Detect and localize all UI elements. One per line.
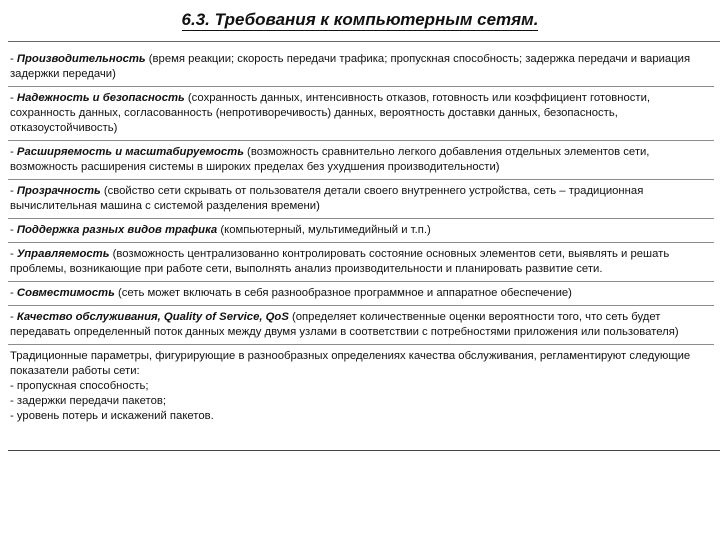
requirement-desc: (сохранность данных, интенсивность отказов, готовность или коэффициент готовности, сохранность данных, согласованность (непротиворечивость) данных, вероятность доставки данных, безопасность, отказоустойчивость) — [10, 92, 651, 134]
requirement-desc: (возможность централизованно контролировать состояние основных элементов сети, выявлять и решать проблемы, возникающие при работе сети, выполнять анализ производительности и планировать развитие сети. — [10, 248, 670, 275]
qos-parameters-block — [8, 345, 714, 428]
requirement-item: - Управляемость (возможность централизованно контролировать состояние основных элементов сети, выявлять и решать проблемы, возникающие при работе сети, выполнять анализ производительности и планировать развитие сети. — [8, 243, 714, 282]
requirement-term: Управляемость — [16, 248, 110, 260]
qos-param-item: - пропускная способность; — [10, 380, 149, 392]
requirement-term: Совместимость — [16, 287, 115, 299]
page-title-text: 6.3. Требования к компьютерным сетям. — [181, 10, 539, 29]
requirement-term: Прозрачность — [16, 185, 101, 197]
requirement-item: - Производительность (время реакции; скорость передачи трафика; пропускная способность; задержка передачи и вариация задержки передачи) — [8, 48, 714, 87]
top-divider — [8, 41, 720, 42]
requirement-item: - Качество обслуживания, Quality of Service, QoS (определяет количественные оценки вероятности того, что сеть будет передавать определенный поток данных между двумя узлами в соответствии с потребностями приложения или пользователя) — [8, 306, 714, 345]
requirement-desc: (время реакции; скорость передачи трафика; пропускная способность; задержка передачи и вариация задержки передачи) — [10, 53, 691, 80]
requirement-term: Надежность и безопасность — [16, 92, 185, 104]
requirement-item: - Поддержка разных видов трафика (компьютерный, мультимедийный и т.п.) — [8, 219, 714, 243]
bottom-divider — [8, 450, 720, 451]
requirement-item: - Прозрачность (свойство сети скрывать от пользователя детали своего внутреннего устройства, сеть – традиционная вычислительная машина с системой разделения времени) — [8, 180, 714, 219]
requirement-desc: (компьютерный, мультимедийный и т.п.) — [217, 224, 431, 236]
requirement-term: Качество обслуживания, Quality of Service, QoS — [16, 311, 289, 323]
requirement-desc: (возможность сравнительно легкого добавления отдельных элементов сети, возможность расширения системы в широких пределах без ухудшения производительности) — [10, 146, 650, 173]
requirement-term: Расширяемость и масштабируемость — [16, 146, 244, 158]
requirement-item: - Совместимость (сеть может включать в себя разнообразное программное и аппаратное обеспечение) — [8, 282, 714, 306]
requirement-term: Производительность — [16, 53, 146, 65]
qos-intro: Традиционные параметры, фигурирующие в разнообразных определениях качества обслуживания, регламентируют следующие показатели работы сети: — [10, 350, 691, 377]
qos-param-item: - задержки передачи пакетов; — [10, 395, 166, 407]
requirement-item: - Расширяемость и масштабируемость (возможность сравнительно легкого добавления отдельных элементов сети, возможность расширения системы в широких пределах без ухудшения производительности) — [8, 141, 714, 180]
requirement-desc: (сеть может включать в себя разнообразное программное и аппаратное обеспечение) — [114, 287, 572, 299]
requirement-item: - Надежность и безопасность (сохранность данных, интенсивность отказов, готовность или коэффициент готовности, сохранность данных, согласованность (непротиворечивость) данных, вероятность доставки данных, безопасность, отказоустойчивость) — [8, 87, 714, 141]
qos-param-item: - уровень потерь и искажений пакетов. — [10, 410, 214, 422]
requirement-desc: (свойство сети скрывать от пользователя детали своего внутреннего устройства, сеть – традиционная вычислительная машина с системой разделения времени) — [10, 185, 644, 212]
requirements-list — [8, 48, 714, 428]
requirement-term: Поддержка разных видов трафика — [16, 224, 218, 236]
page-title — [0, 10, 720, 30]
requirement-desc: (определяет количественные оценки вероятности того, что сеть будет передавать определенный поток данных между двумя узлами в соответствии с потребностями приложения или пользователя) — [10, 311, 679, 338]
